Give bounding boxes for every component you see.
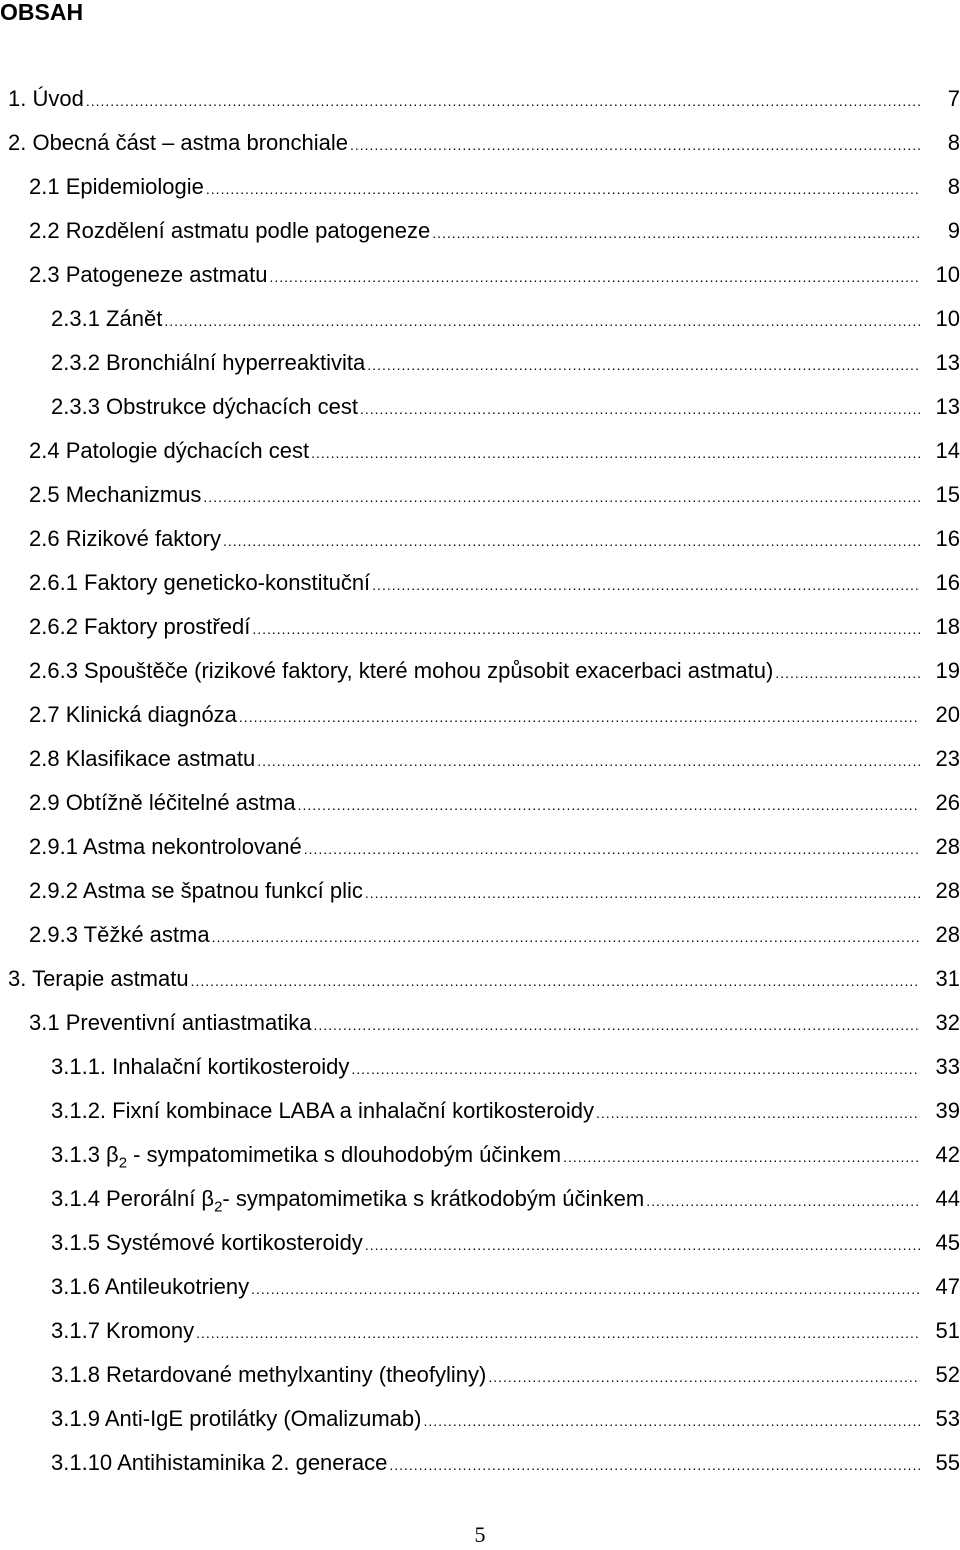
toc-entry-title-prefix: 3.1.4 Perorální β: [51, 1186, 215, 1211]
toc-entry-page: 10: [935, 262, 960, 287]
toc-leader-dots: [191, 959, 920, 1003]
toc-entry-title: 2.6.2 Faktory prostředí: [29, 614, 251, 639]
toc-leader-dots: [239, 695, 920, 739]
toc-leader-dots: [313, 1003, 920, 1047]
toc-entry-title: [51, 1133, 561, 1177]
toc-entry[interactable]: [0, 385, 960, 429]
toc-entry-title: 2.3.2 Bronchiální hyperreaktivita: [51, 350, 366, 375]
toc-entry[interactable]: [0, 1177, 960, 1221]
toc-entry[interactable]: [0, 649, 960, 693]
toc-leader-dots: [389, 1443, 920, 1487]
toc-entry-page: 55: [935, 1450, 960, 1475]
toc-entry-page: 20: [935, 702, 960, 727]
toc-entry[interactable]: [0, 253, 960, 297]
toc-entry[interactable]: [0, 869, 960, 913]
toc-heading: OBSAH: [0, 0, 84, 25]
toc-leader-dots: [223, 519, 920, 563]
toc-leader-dots: [251, 1267, 920, 1311]
toc-entry-title: 3.1.10 Antihistaminika 2. generace: [51, 1450, 388, 1475]
toc-entry-title: 3.1.1. Inhalační kortikosteroidy: [51, 1054, 350, 1079]
toc-entry[interactable]: [0, 605, 960, 649]
toc-entry-title: 3. Terapie astmatu: [8, 966, 189, 991]
toc-entry-page: 42: [935, 1142, 960, 1167]
toc-leader-dots: [270, 255, 921, 299]
toc-entry[interactable]: [0, 1353, 960, 1397]
toc-entry-page: 16: [935, 526, 960, 551]
toc-entry[interactable]: [0, 1089, 960, 1133]
toc-entry-page: 13: [935, 394, 960, 419]
toc-entry[interactable]: [0, 1309, 960, 1353]
toc-leader-dots: [432, 211, 920, 255]
toc-entry[interactable]: [0, 517, 960, 561]
toc-leader-dots: [350, 123, 920, 167]
toc-entry-title-suffix: - sympatomimetika s dlouhodobým účinkem: [127, 1142, 562, 1167]
toc-entry-page: 8: [947, 174, 960, 199]
toc-leader-dots: [563, 1135, 920, 1179]
toc-leader-dots: [488, 1355, 920, 1399]
toc-entry-title: 2.2 Rozdělení astmatu podle patogeneze: [29, 218, 431, 243]
toc-entry-page: 23: [935, 746, 960, 771]
toc-entry[interactable]: [0, 77, 960, 121]
toc-entry[interactable]: [0, 561, 960, 605]
toc-entry[interactable]: [0, 957, 960, 1001]
toc-entry-page: 32: [935, 1010, 960, 1035]
toc-entry-page: 28: [935, 922, 960, 947]
toc-entry-page: 39: [935, 1098, 960, 1123]
toc-leader-dots: [351, 1047, 920, 1091]
toc-leader-dots: [360, 387, 920, 431]
toc-entry-page: 13: [935, 350, 960, 375]
toc-leader-dots: [304, 827, 920, 871]
table-of-contents: [0, 77, 960, 1485]
toc-entry[interactable]: [0, 1265, 960, 1309]
toc-entry-title: 3.1.8 Retardované methylxantiny (theofyliny): [51, 1362, 487, 1387]
toc-entry-page: 19: [935, 658, 960, 683]
toc-leader-dots: [365, 871, 920, 915]
toc-entry[interactable]: [0, 341, 960, 385]
toc-leader-dots: [596, 1091, 920, 1135]
toc-entry-title: 3.1.2. Fixní kombinace LABA a inhalační kortikosteroidy: [51, 1098, 594, 1123]
toc-leader-dots: [203, 475, 920, 519]
toc-leader-dots: [311, 431, 920, 475]
toc-entry-page: 33: [935, 1054, 960, 1079]
toc-entry-page: 18: [935, 614, 960, 639]
toc-entry-title: 3.1.5 Systémové kortikosteroidy: [51, 1230, 363, 1255]
toc-entry[interactable]: [0, 297, 960, 341]
toc-entry-page: 52: [935, 1362, 960, 1387]
toc-leader-dots: [298, 783, 920, 827]
toc-leader-dots: [252, 607, 920, 651]
toc-entry-title: 2.8 Klasifikace astmatu: [29, 746, 256, 771]
toc-leader-dots: [646, 1179, 920, 1223]
toc-entry-page: 51: [935, 1318, 960, 1343]
toc-leader-dots: [257, 739, 920, 783]
toc-entry-title: 2.9 Obtížně léčitelné astma: [29, 790, 296, 815]
toc-entry[interactable]: [0, 1441, 960, 1485]
toc-entry-title: 2.7 Klinická diagnóza: [29, 702, 237, 727]
toc-entry[interactable]: [0, 1133, 960, 1177]
toc-entry-page: 8: [947, 130, 960, 155]
toc-entry[interactable]: [0, 913, 960, 957]
toc-leader-dots: [206, 167, 920, 211]
toc-entry-title: 3.1.6 Antileukotrieny: [51, 1274, 250, 1299]
toc-entry-title: 2.6 Rizikové faktory: [29, 526, 221, 551]
toc-entry-title: 3.1.7 Kromony: [51, 1318, 195, 1343]
toc-entry-title: 2.3 Patogeneze astmatu: [29, 262, 268, 287]
toc-leader-dots: [365, 1223, 920, 1267]
toc-entry-page: 14: [935, 438, 960, 463]
toc-entry[interactable]: [0, 737, 960, 781]
toc-entry-page: 15: [935, 482, 960, 507]
toc-leader-dots: [423, 1399, 920, 1443]
toc-entry-title: 2.5 Mechanizmus: [29, 482, 202, 507]
toc-entry[interactable]: [0, 1221, 960, 1265]
toc-entry-title: 2.9.3 Těžké astma: [29, 922, 210, 947]
toc-entry-title: 3.1 Preventivní antiastmatika: [29, 1010, 312, 1035]
toc-entry[interactable]: [0, 781, 960, 825]
toc-entry-page: 10: [935, 306, 960, 331]
toc-entry[interactable]: [0, 429, 960, 473]
toc-entry-title: [51, 1177, 644, 1221]
toc-entry-page: 44: [935, 1186, 960, 1211]
toc-leader-dots: [372, 563, 920, 607]
toc-entry-page: 28: [935, 878, 960, 903]
toc-entry[interactable]: [0, 473, 960, 517]
toc-entry[interactable]: [0, 1045, 960, 1089]
toc-entry-page: 7: [947, 86, 960, 111]
toc-entry-title: 2.3.3 Obstrukce dýchacích cest: [51, 394, 358, 419]
toc-entry[interactable]: [0, 693, 960, 737]
toc-leader-dots: [86, 79, 920, 123]
toc-entry-title: 2.9.1 Astma nekontrolované: [29, 834, 302, 859]
toc-entry-page: 31: [935, 966, 960, 991]
toc-leader-dots: [212, 915, 920, 959]
toc-leader-dots: [164, 299, 920, 343]
toc-entry[interactable]: [0, 825, 960, 869]
toc-entry[interactable]: [0, 209, 960, 253]
toc-leader-dots: [196, 1311, 920, 1355]
toc-entry-title-subscript: 2: [214, 1198, 223, 1216]
toc-entry-title: 2. Obecná část – astma bronchiale: [8, 130, 348, 155]
toc-entry-page: 28: [935, 834, 960, 859]
toc-entry-title: 2.6.3 Spouštěče (rizikové faktory, které mohou způsobit exacerbaci astmatu): [29, 658, 774, 683]
toc-entry[interactable]: [0, 1001, 960, 1045]
toc-entry-title-suffix: - sympatomimetika s krátkodobým účinkem: [222, 1186, 645, 1211]
toc-entry[interactable]: [0, 1397, 960, 1441]
toc-entry[interactable]: [0, 121, 960, 165]
toc-entry-title-subscript: 2: [118, 1154, 128, 1172]
toc-entry-title: 1. Úvod: [8, 86, 84, 111]
toc-leader-dots: [367, 343, 920, 387]
toc-entry-title: 2.9.2 Astma se špatnou funkcí plic: [29, 878, 363, 903]
toc-entry-page: 9: [947, 218, 960, 243]
toc-entry-title: 2.1 Epidemiologie: [29, 174, 204, 199]
toc-entry-page: 45: [935, 1230, 960, 1255]
toc-entry-title: 2.6.1 Faktory geneticko-konstituční: [29, 570, 371, 595]
toc-entry-title: 3.1.9 Anti-IgE protilátky (Omalizumab): [51, 1406, 422, 1431]
toc-entry-page: 16: [935, 570, 960, 595]
toc-entry-page: 53: [935, 1406, 960, 1431]
toc-leader-dots: [775, 651, 920, 695]
toc-entry-page: 26: [935, 790, 960, 815]
page-number: 5: [474, 1522, 486, 1547]
toc-entry[interactable]: [0, 165, 960, 209]
toc-entry-title: 2.3.1 Zánět: [51, 306, 163, 331]
toc-entry-title: 2.4 Patologie dýchacích cest: [29, 438, 310, 463]
toc-entry-title-prefix: 3.1.3 β: [51, 1142, 119, 1167]
toc-entry-page: 47: [935, 1274, 960, 1299]
